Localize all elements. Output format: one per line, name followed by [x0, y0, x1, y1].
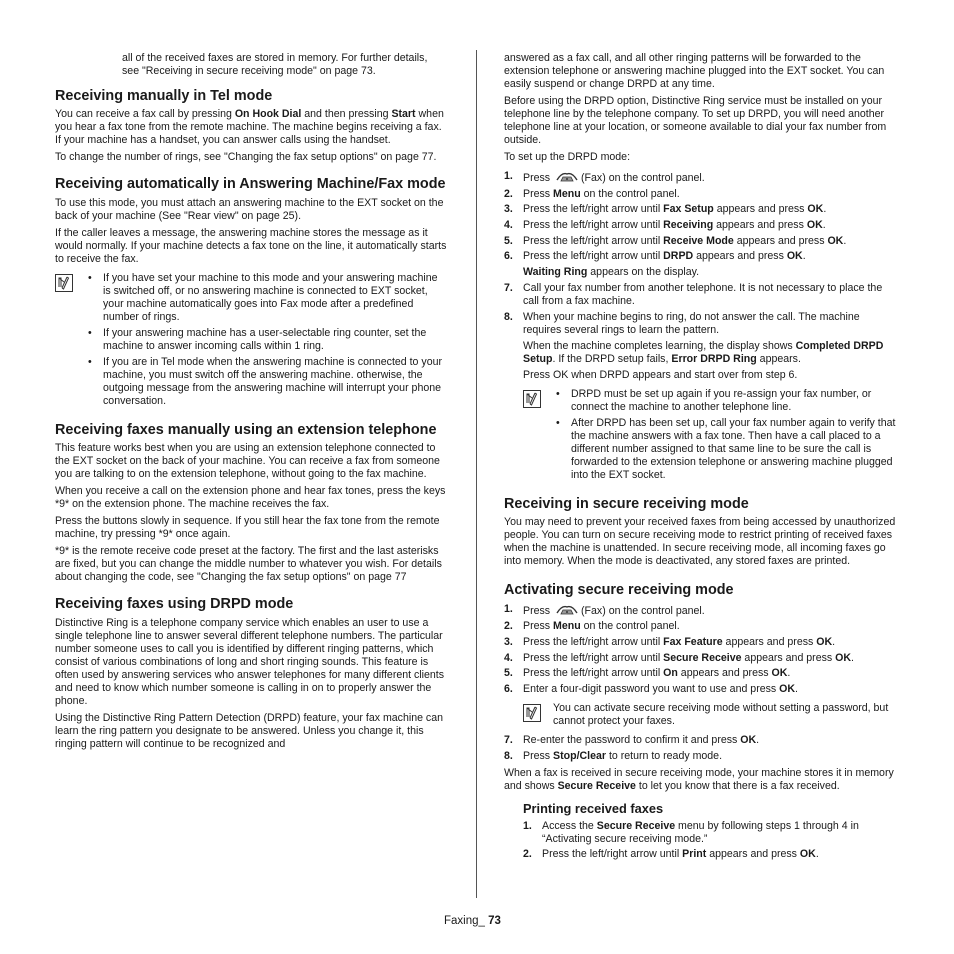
heading-extension-telephone: Receiving faxes manually using an extension telephone: [55, 421, 437, 438]
drpd-before: Before using the DRPD option, Distinctive Ring service must be installed on your telephone line by the telephone company. To set up DRPD, you will need another telephone line at your location, or someone available to dial your fax number from outside.: [504, 95, 887, 146]
note-icon: [523, 390, 541, 408]
drpd-p2: Using the Distinctive Ring Pattern Detection (DRPD) feature, your fax machine can learn the ring pattern you designate to be answered. Unless you change it, this ringing pattern will continue to be recognized and: [55, 711, 444, 750]
extension-p2: When you receive a call on the extension phone and hear fax tones, press the keys *9* on the extension phone. The machine receives the fax.: [55, 485, 446, 511]
answering-note: [55, 272, 447, 408]
note-item: • After DRPD has been set up, call your fax number again to verify that the machine answers with a fax tone. Then have a call placed to a different number assigned to that same line to be sure the call is forwarded to the extension telephone or answering machine plugged into the EXT socket.: [556, 416, 896, 481]
step: 5. Press the left/right arrow until On appears and press OK.: [504, 667, 791, 680]
step: 4. Press the left/right arrow until Secure Receive appears and press OK.: [504, 651, 854, 664]
extension-p4: *9* is the remote receive code preset at the factory. The first and the last asterisks are fixed, but you can change the middle number to whatever you wish. For details about changing the code, see "Changing the fax setup options" on page 77: [55, 545, 442, 584]
note-item: • If you have set your machine to this mode and your answering machine is switched off, or no answering machine is connected to EXT socket, your machine automatically goes into Fax mode after a predefined number of rings.: [88, 271, 438, 323]
note-item: • If your answering machine has a user-selectable ring counter, set the machine to answer incoming calls within 1 ring.: [88, 326, 427, 352]
secure-received-paragraph: When a fax is received in secure receiving mode, your machine stores it in memory and shows Secure Receive to let you know that there is a fax received.: [504, 766, 894, 792]
printing-steps: [523, 820, 896, 862]
intro-text: all of the received faxes are stored in memory. For further details, see "Receiving in secure receiving mode" on page 73.: [122, 52, 428, 77]
heading-answering-machine: Receiving automatically in Answering Machine/Fax mode: [55, 176, 446, 193]
heading-secure-receiving: Receiving in secure receiving mode: [504, 495, 749, 512]
step: 8. Press Stop/Clear to return to ready mode.: [504, 749, 723, 762]
page-footer: Faxing_ 73: [444, 915, 501, 927]
fax-icon: [554, 170, 580, 184]
note-icon: [523, 704, 541, 722]
step: 3. Press the left/right arrow until Fax Setup appears and press OK.: [504, 203, 827, 216]
step: 6. Press the left/right arrow until DRPD appears and press OK. Waiting Ring appears on the display.: [504, 250, 806, 279]
heading-activating-secure: Activating secure receiving mode: [504, 582, 734, 599]
note-item: • If you are in Tel mode when the answering machine is connected to your machine, you must switch off the answering machine. otherwise, the outgoing message from the answering machine will interrupt your phone conversation.: [88, 355, 442, 407]
step: 1. Press (Fax) on the control panel.: [504, 170, 705, 184]
drpd-note: [523, 388, 896, 482]
drpd-steps: [504, 170, 896, 382]
secure-p1: You may need to prevent your received faxes from being accessed by unauthorized people. You can turn on secure receiving mode to restrict printing of received faxes when the machine is unattended. In secure receiving mode, all incoming faxes go into memory. When the mode is deactivated, any stored faxes are printed.: [504, 516, 896, 568]
password-note: You can activate secure receiving mode without setting a password, but cannot protect your faxes.: [523, 702, 896, 728]
extension-p3: Press the buttons slowly in sequence. If you still hear the fax tone from the remote machine, try pressing *9* once again.: [55, 515, 440, 541]
fax-icon: [554, 603, 580, 617]
answering-p1: To use this mode, you must attach an answering machine to the EXT socket on the back of your machine (See "Rear view" on page 25).: [55, 196, 444, 222]
note-icon: [55, 274, 73, 292]
step: 2. Press the left/right arrow until Print appears and press OK.: [523, 848, 819, 861]
step: 2. Press Menu on the control panel.: [504, 620, 680, 633]
heading-printing-received: Printing received faxes: [523, 800, 664, 816]
drpd-p1: Distinctive Ring is a telephone company service which enables an user to use a single telephone line to answer several different telephone numbers. The particular number someone uses to call you is identified by different ringing patterns, which consist of various combinations of long and short ringing sounds. This feature is often used by answering services who answer telephones for many different clients and need to know which number someone is calling in on to properly answer the phone.: [55, 616, 445, 707]
activating-steps: [504, 603, 896, 696]
extension-p1: This feature works best when you are using an extension telephone connected to the EXT socket on the back of your machine. You can receive a fax from someone you are talking to on the extension telephone, without going to the fax machine.: [55, 442, 440, 481]
drpd-continued: answered as a fax call, and all other ringing patterns will be forwarded to the extension telephone or answering machine plugged into the EXT socket. You can easily suspend or change DRPD at any time.: [504, 52, 885, 90]
page-number: 73: [488, 915, 501, 927]
drpd-setup-intro: To set up the DRPD mode:: [504, 151, 631, 163]
step: 8. When your machine begins to ring, do not answer the call. The machine requires several rings to learn the pattern. When the machine completes learning, the display shows Completed DRPD Setup. If the DRPD setup fails, Error DRPD Ring appears. Press OK when DRPD appears and start over from step 6.: [504, 310, 884, 381]
step: 4. Press the left/right arrow until Receiving appears and press OK.: [504, 219, 826, 232]
left-column: [55, 52, 447, 755]
column-divider: [476, 50, 477, 898]
note-item: • DRPD must be set up again if you re-assign your fax number, or connect the machine to another telephone line.: [556, 387, 872, 413]
step: 6. Enter a four-digit password you want to use and press OK.: [504, 683, 798, 696]
step: 1. Access the Secure Receive menu by following steps 1 through 4 in “Activating secure receiving mode.”: [523, 819, 859, 845]
step: 7. Call your fax number from another telephone. It is not necessary to place the call from a fax machine.: [504, 282, 883, 308]
step: 5. Press the left/right arrow until Receive Mode appears and press OK.: [504, 234, 847, 247]
step: 2. Press Menu on the control panel.: [504, 187, 680, 200]
tel-mode-paragraph: You can receive a fax call by pressing On Hook Dial and then pressing Start when you hear a fax tone from the remote machine. The machine begins receiving a fax. If your machine has a handset, you can answer calls using the handset.: [55, 108, 444, 147]
answering-p2: If the caller leaves a message, the answering machine stores the message as it would normally. If your machine detects a fax tone on the line, it automatically starts to receive the fax.: [55, 226, 447, 265]
step: 1. Press (Fax) on the control panel.: [504, 602, 705, 617]
step: 3. Press the left/right arrow until Fax Feature appears and press OK.: [504, 636, 836, 648]
heading-drpd: Receiving faxes using DRPD mode: [55, 596, 294, 613]
activating-steps-cont: [504, 734, 896, 763]
tel-mode-rings: To change the number of rings, see "Changing the fax setup options" on page 77.: [55, 151, 437, 164]
right-column: [504, 52, 896, 865]
step: 7. Re-enter the password to confirm it and press OK.: [504, 734, 760, 747]
heading-tel-mode: Receiving manually in Tel mode: [55, 88, 273, 104]
